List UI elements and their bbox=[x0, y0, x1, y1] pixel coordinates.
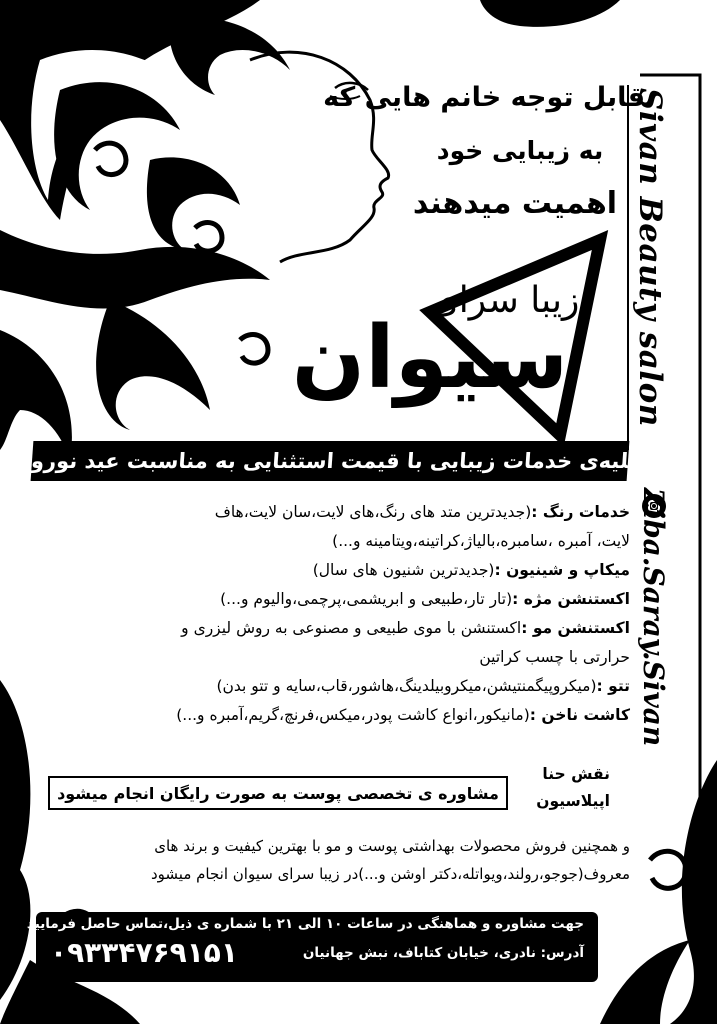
service-key: میکاپ و شینیون : bbox=[494, 561, 630, 579]
banner-text: کلیه‌ی خدمات زیبایی با قیمت استثنایی به مناسبت عید نوروز bbox=[18, 449, 642, 473]
service-text: (میکروپیگمنتیشن،میکروبیلدینگ،هاشور،قاب،سایه و تتو بدن) bbox=[216, 677, 597, 695]
service-item bbox=[30, 556, 630, 585]
service-text: (تار تار،طبیعی و ابریشمی،پرچمی،والیوم و...) bbox=[220, 590, 513, 608]
service-key: تتو : bbox=[596, 677, 630, 695]
service-item bbox=[30, 527, 630, 556]
service-item bbox=[30, 672, 630, 701]
service-item bbox=[30, 614, 630, 643]
salon-prefix: زیبا سرای bbox=[430, 280, 580, 321]
products-paragraph bbox=[30, 832, 630, 888]
service-text: اکستنشن با موی طبیعی و مصنوعی به روش لیزری و bbox=[181, 619, 522, 637]
address: آدرس: نادری، خیابان کتاباف، نبش جهانیان bbox=[302, 944, 584, 961]
headline-line-2: به زیبایی خود bbox=[436, 136, 604, 165]
service-key: اکستنشن مو : bbox=[521, 619, 630, 637]
service-text: لایت، آمبره ،سامبره،بالیاژ،کراتینه،ویتامینه و...) bbox=[332, 532, 630, 550]
henna-item: نقش حنا bbox=[542, 765, 610, 783]
service-item bbox=[30, 585, 630, 614]
service-item bbox=[30, 498, 630, 527]
salon-name: سیوان bbox=[291, 308, 569, 408]
service-text: حرارتی با چسب کراتین bbox=[479, 648, 630, 666]
english-brand-name: Sivan Beauty salon bbox=[632, 88, 668, 427]
services-list bbox=[30, 498, 630, 730]
consultation-text: مشاوره ی تخصصی پوست به صورت رایگان انجام میشود bbox=[57, 783, 499, 803]
service-key: کاشت ناخن : bbox=[529, 706, 630, 724]
contact-box bbox=[26, 912, 598, 982]
products-line-1: و همچنین فروش محصولات بهداشتی پوست و مو با بهترین کیفیت و برند های bbox=[154, 837, 630, 855]
contact-hours: جهت مشاوره و هماهنگی در ساعات ۱۰ الی ۲۱ با شماره ی ذیل،تماس حاصل فرمایید bbox=[26, 916, 584, 932]
epilation-item: اپیلاسیون bbox=[536, 792, 610, 810]
service-key: خدمات رنگ : bbox=[531, 503, 630, 521]
headline-line-3: اهمیت میدهند bbox=[412, 186, 618, 221]
products-line-2: معروف(جوجو،رولند،ویواتله،دکتر اوشن و...)در زیبا سرای سیوان انجام میشود bbox=[150, 865, 630, 883]
service-item bbox=[30, 643, 630, 672]
service-item bbox=[30, 701, 630, 730]
headline-line-1: قابل توجه خانم هایی که bbox=[323, 82, 645, 113]
instagram-handle[interactable]: Ziba.Saray.Sivan bbox=[637, 488, 670, 747]
nowruz-banner bbox=[18, 441, 642, 481]
service-key: اکستنشن مژه : bbox=[512, 590, 630, 608]
phone-number[interactable]: ۰۹۳۳۴۷۶۹۱۵۱ bbox=[50, 936, 238, 969]
service-text: (جدیدترین متد های رنگ،های لایت،سان لایت،هاف bbox=[214, 503, 532, 521]
contact-row bbox=[50, 936, 584, 969]
service-text: (مانیکور،انواع کاشت پودر،میکس،فرنچ،گریم،آمبره و...) bbox=[176, 706, 530, 724]
free-consultation-box bbox=[48, 776, 508, 810]
service-text: (جدیدترین شنیون های سال) bbox=[312, 561, 495, 579]
